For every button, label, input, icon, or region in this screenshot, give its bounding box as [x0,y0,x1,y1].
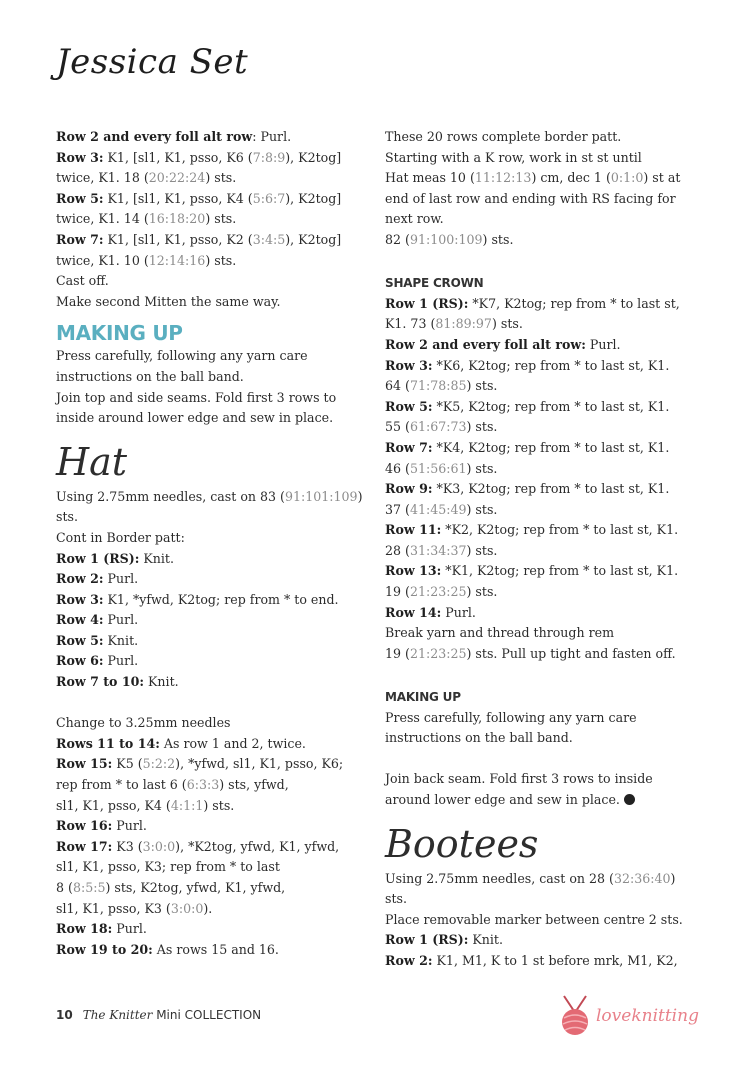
instruction-line: Row 19 to 20: As rows 15 and 16. [56,941,279,957]
instruction-line: Cont in Border patt: [56,529,185,545]
instruction-line: Row 3: K1, [sl1, K1, psso, K6 (7:8:9), K2tog] [56,149,342,165]
instruction-line: Row 2 and every foll alt row: Purl. [385,336,621,352]
instruction-line: Break yarn and thread through rem [385,625,615,641]
bootees-heading: Bootees [385,821,539,866]
instruction-line: Row 7: *K4, K2tog; rep from * to last st, K1. [385,439,670,455]
instruction-line: twice, K1. 18 (20:22:24) sts. [56,170,237,186]
instruction-line: Row 2: K1, M1, K to 1 st before mrk, M1, K2, [385,952,678,968]
instruction-line: Row 13: *K1, K2tog; rep from * to last st, K1. [385,563,679,579]
instruction-line: Row 18: Purl. [56,921,147,937]
publication-collection: COLLECTION [184,1008,262,1022]
instruction-line: Row 5: K1, [sl1, K1, psso, K4 (5:6:7), K2tog] [56,190,342,206]
instruction-line: Row 3: K1, *yfwd, K2tog; rep from * to end. [56,591,339,607]
instruction-line: Row 7 to 10: Knit. [56,674,179,690]
instruction-line: Row 11: *K2, K2tog; rep from * to last st, K1. [385,522,679,538]
instruction-line: twice, K1. 10 (12:14:16) sts. [56,252,237,268]
instruction-line: rep from * to last 6 (6:3:3) sts, yfwd, [56,777,289,793]
instruction-line: Row 2: Purl. [56,571,139,587]
instruction-line: next row. [385,211,444,227]
instruction-line: Row 4: Purl. [56,612,139,628]
making-up-heading: MAKING UP [56,321,183,346]
instruction-line: Join back seam. Fold first 3 rows to inside [385,771,653,787]
instruction-line: Row 2 and every foll alt row: Purl. [56,129,292,144]
page-title: Jessica Set [56,42,249,82]
instruction-line: 8 (8:5:5) sts, K2tog, yfwd, K1, yfwd, [56,880,286,895]
instruction-line: instructions on the ball band. [56,368,244,384]
instruction-line: sl1, K1, psso, K3 (3:0:0). [56,900,213,916]
instruction-line: Row 1 (RS): *K7, K2tog; rep from * to last st, [385,295,680,311]
instruction-line: twice, K1. 14 (16:18:20) sts. [56,211,237,227]
instruction-line: 55 (61:67:73) sts. [385,419,498,435]
instruction-line: Row 15: K5 (5:2:2), *yfwd, sl1, K1, psso, K6; [56,756,344,772]
instruction-line: around lower edge and sew in place. [385,790,705,811]
instruction-line: 64 (71:78:85) sts. [385,378,498,394]
instruction-line: Row 5: *K5, K2tog; rep from * to last st, K1. [385,398,670,414]
instruction-line: Rows 11 to 14: As row 1 and 2, twice. [56,735,306,751]
instruction-line: Row 9: *K3, K2tog; rep from * to last st, K1. [385,481,670,497]
right-column [385,127,705,972]
yarn-ball-icon [556,992,596,1040]
instruction-line: Row 16: Purl. [56,818,147,834]
instruction-line: 19 (21:23:25) sts. [385,584,498,600]
publication-name: The Knitter [82,1008,153,1022]
instruction-line: Press carefully, following any yarn care [385,709,637,725]
instruction-line: Make second Mitten the same way. [56,293,281,309]
instruction-line: sts. [56,509,78,525]
instruction-line: 19 (21:23:25) sts. Pull up tight and fasten off. [385,645,676,661]
instruction-line: Row 1 (RS): Knit. [385,932,503,948]
making-up-subheading: MAKING UP [385,690,461,705]
instruction-line: These 20 rows complete border patt. [385,129,622,144]
hat-heading: Hat [56,439,128,484]
instruction-line: Hat meas 10 (11:12:13) cm, dec 1 (0:1:0) st at [385,170,681,186]
instruction-line: K1. 73 (81:89:97) sts. [385,316,523,332]
instruction-line: sts. [385,891,407,907]
instruction-line: Change to 3.25mm needles [56,715,231,731]
instruction-line: Join top and side seams. Fold first 3 rows to [56,389,337,405]
instruction-line: Row 14: Purl. [385,604,476,620]
left-column [56,127,374,960]
instruction-line: sl1, K1, psso, K4 (4:1:1) sts. [56,797,235,813]
instruction-line: Row 17: K3 (3:0:0), *K2tog, yfwd, K1, yfwd, [56,838,340,854]
logo-text: loveknitting [596,1006,699,1026]
instruction-line: Row 3: *K6, K2tog; rep from * to last st, K1. [385,357,670,373]
instruction-line: Using 2.75mm needles, cast on 83 (91:101:109) [56,488,363,504]
instruction-line: inside around lower edge and sew in place. [56,410,334,426]
shape-crown-heading: SHAPE CROWN [385,276,484,291]
instruction-line: sl1, K1, psso, K3; rep from * to last [56,859,280,875]
instruction-line: Using 2.75mm needles, cast on 28 (32:36:40) [385,870,676,886]
instruction-line: Starting with a K row, work in st st until [385,149,642,165]
instruction-line: Press carefully, following any yarn care [56,348,308,364]
end-mark-icon [624,794,635,805]
instruction-line: 28 (31:34:37) sts. [385,542,498,558]
page-footer [56,1008,261,1022]
instruction-line: 37 (41:45:49) sts. [385,501,498,517]
instruction-line: Place removable marker between centre 2 sts. [385,911,683,927]
loveknitting-logo [556,992,716,1040]
instruction-line: Row 5: Knit. [56,632,139,648]
instruction-line: end of last row and ending with RS facing for [385,190,676,206]
page-number: 10 [56,1008,73,1022]
instruction-line: Row 6: Purl. [56,653,139,669]
instruction-line: instructions on the ball band. [385,730,573,746]
instruction-line: Row 1 (RS): Knit. [56,550,174,566]
publication-mini: Mini [156,1008,181,1022]
instruction-line: Cast off. [56,273,109,289]
instruction-line: 82 (91:100:109) sts. [385,231,514,247]
instruction-line: Row 7: K1, [sl1, K1, psso, K2 (3:4:5), K2tog] [56,231,342,247]
instruction-line: 46 (51:56:61) sts. [385,460,498,476]
